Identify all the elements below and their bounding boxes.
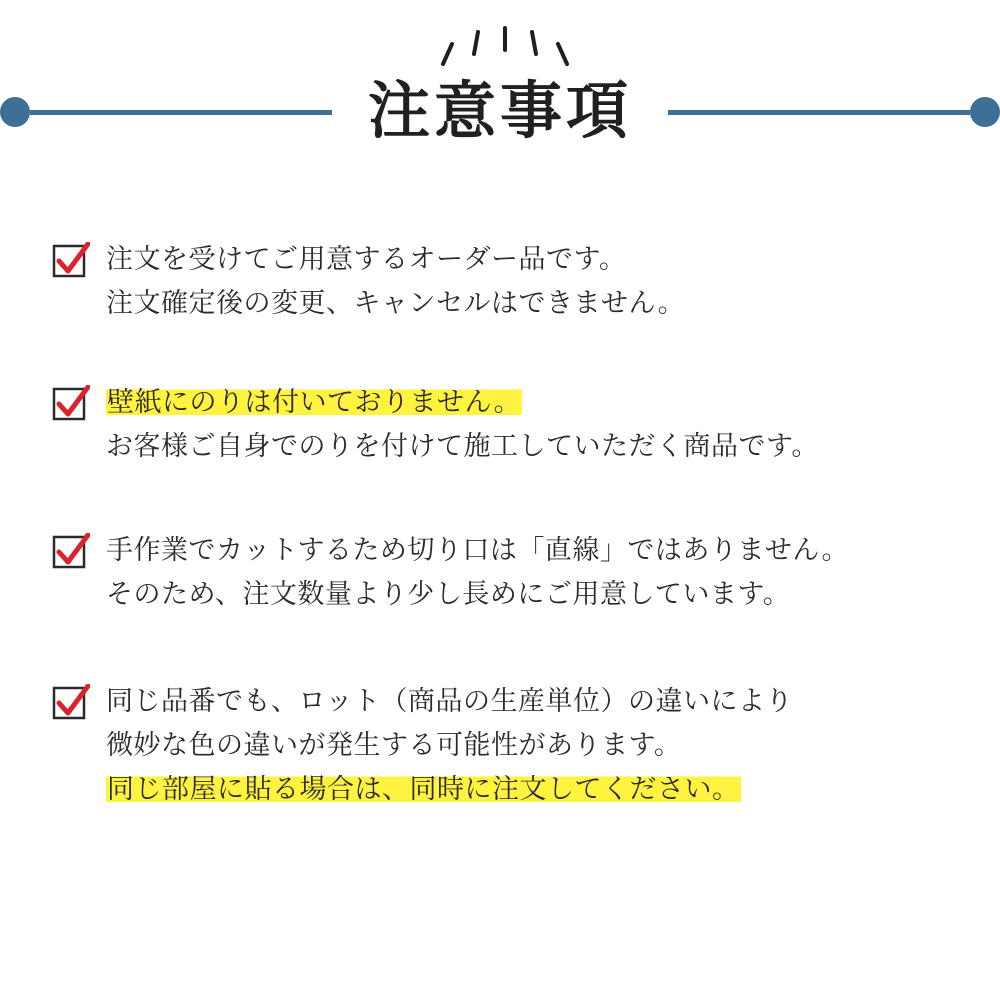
rule-line-left — [30, 110, 332, 115]
page-title: 注意事項 — [368, 77, 633, 146]
list-item — [52, 238, 948, 325]
notice-line — [106, 768, 948, 812]
sparkle-rays-icon — [0, 18, 1000, 68]
list-item-text — [106, 381, 948, 468]
notice-line: 注文を受けてご用意するオーダー品です。 — [106, 244, 627, 274]
list-item-text — [106, 238, 948, 325]
checkbox-checked-icon — [52, 242, 90, 280]
notice-line — [106, 381, 948, 425]
checkbox-checked-icon — [52, 385, 90, 423]
rule-dot-left — [0, 97, 30, 127]
checkbox-checked-icon — [52, 684, 90, 722]
list-item — [52, 680, 948, 811]
notice-line: お客様ご自身でのりを付けて施工していただく商品です。 — [106, 431, 819, 462]
list-item — [52, 529, 948, 616]
notice-line: 同じ品番でも、ロット（商品の生産単位）の違いにより — [106, 686, 793, 717]
list-item-text — [106, 529, 948, 616]
rule-line-right — [668, 110, 970, 115]
notice-line: そのため、注文数量より少し長めにご用意しています。 — [106, 578, 791, 609]
checkbox-checked-icon — [52, 533, 90, 571]
page-header — [0, 0, 1000, 200]
list-item — [52, 381, 948, 468]
list-item-text — [106, 680, 948, 811]
notice-line: 手作業でカットするため切り口は「直線」ではありません。 — [106, 534, 850, 565]
highlighted-text: 壁紙にのりは付いておりません。 — [107, 387, 522, 418]
notice-list — [0, 228, 1000, 812]
highlighted-text: 同じ部屋に貼る場合は、同時に注文してください。 — [107, 773, 740, 804]
rule-dot-right — [970, 97, 1000, 127]
notice-line: 注文確定後の変更、キャンセルはできません。 — [106, 287, 686, 318]
title-rule-row — [0, 77, 1000, 146]
notice-line: 微妙な色の違いが発生する可能性があります。 — [106, 730, 682, 761]
